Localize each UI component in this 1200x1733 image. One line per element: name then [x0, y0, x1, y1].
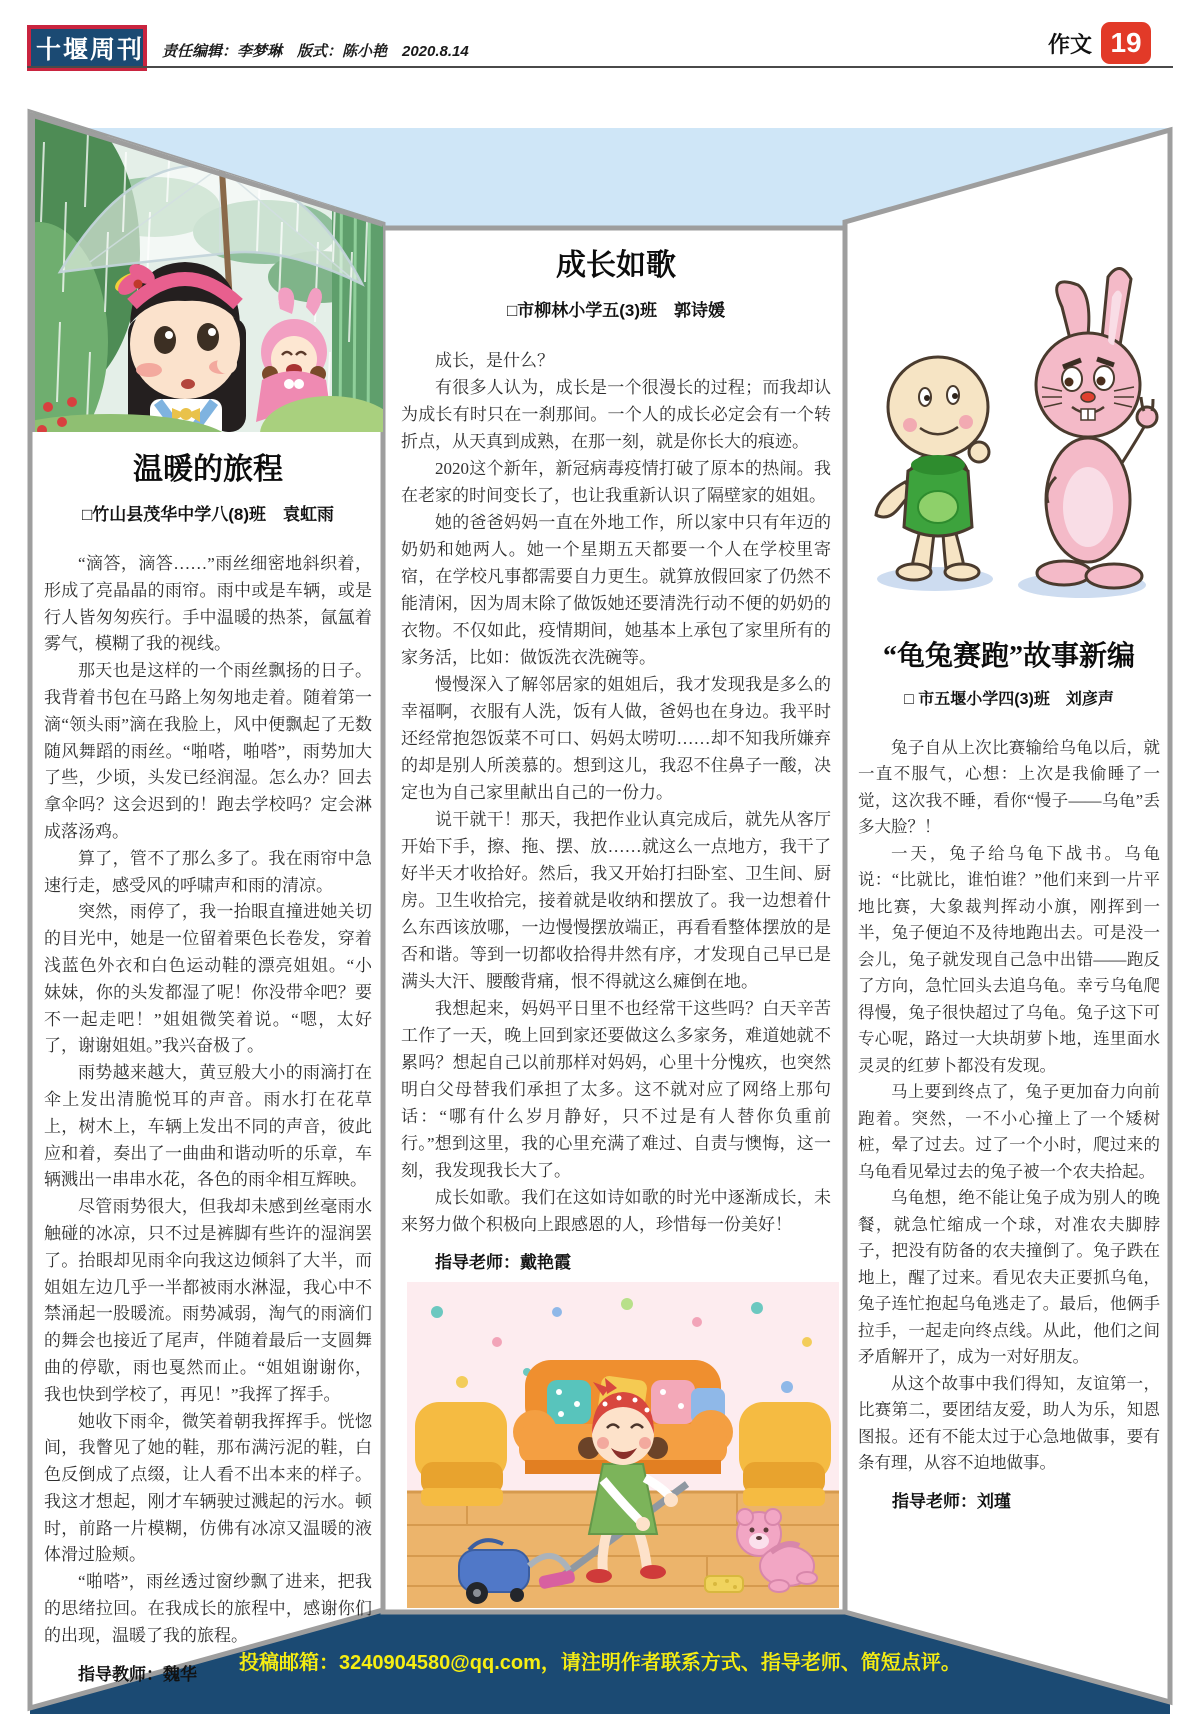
essay-paragraph: 成长，是什么？ [435, 351, 554, 370]
essay-paragraph: 我想起来，妈妈平日里不也经常干这些吗？白天辛苦工作了一天，晚上回到家还要做这么多家务，难道她就不累吗？想起自己以前那样对妈妈，心里十分愧疚，也突然明白父母替我们承担了太多。这不就对应了网络上那句话：“哪有什么岁月静好，只不过是有人替你负重前行。”想到这里，我的心里充满了难过、自责与懊悔，这一刻，我发现我长大了。 [401, 999, 831, 1180]
masthead-title: 十堰周刊 [36, 37, 145, 64]
article-byline: □市柳林小学五(3)班 郭诗媛 [506, 301, 726, 320]
essay-paragraph: 那天也是这样的一个雨丝飘扬的日子。我背着书包在马路上匆匆地走着。随着第一滴“领头雨”滴在我脸上，风中便飘起了无数随风舞蹈的雨丝。“啪嗒，啪嗒”，雨势加大了些，少顷，头发已经润湿。怎么办？回去拿伞吗？这会迟到的！跑去学校吗？定会淋成落汤鸡。 [44, 661, 372, 841]
article-byline: □竹山县茂华中学八(8)班 袁虹雨 [81, 505, 335, 524]
essay-paragraph: 乌龟想，绝不能让兔子成为别人的晚餐，就急忙缩成一个球，对准农夫脚脖子，把没有防备的农夫撞倒了。兔子跌在地上，醒了过来。看见农夫正要抓乌龟，兔子连忙抱起乌龟逃走了。最后，他俩手拉手，一起走向终点线。从此，他们之间矛盾解开了，成为一对好朋友。 [858, 1188, 1160, 1367]
page-number-badge: 19 [1101, 22, 1151, 64]
article-left [44, 452, 372, 1685]
essay-paragraph: 马上要到终点了，兔子更加奋力向前跑着。突然，一不小心撞上了一个矮树桩，晕了过去。过了一个小时，爬过来的乌龟看见晕过去的兔子被一个农夫拾起。 [858, 1082, 1160, 1181]
essay-paragraph: 兔子自从上次比赛输给乌龟以后，就一直不服气，心想：上次是我偷睡了一觉，这次我不睡，看你“慢子——乌龟”丢多大脸？！ [858, 737, 1160, 837]
essay-paragraph: 算了，管不了那么多了。我在雨帘中急速行走，感受风的呼啸声和雨的清凉。 [44, 848, 372, 895]
essay-paragraph: 有很多人认为，成长是一个很漫长的过程；而我却认为成长有时只在一刹那间。一个人的成长必定会有一个转折点，从天真到成熟，在那一刻，就是你长大的痕迹。 [401, 378, 831, 451]
article-byline: □ 市五堰小学四(3)班 刘彦声 [904, 690, 1114, 708]
essay-paragraph: 慢慢深入了解邻居家的姐姐后，我才发现我是多么的幸福啊，衣服有人洗，饭有人做，爸妈也在身边。我平时还经常抱怨饭菜不可口、妈妈太唠叨……却不知我所嫌弃的却是别人所羡慕的。想到这儿，我忍不住鼻子一酸，决定也为自己家里献出自己的一份力。 [401, 675, 831, 802]
article-right [858, 640, 1160, 1512]
essay-paragraph: 2020这个新年，新冠病毒疫情打破了原本的热闹。我在老家的时间变长了，也让我重新认识了隔壁家的姐姐。 [401, 459, 831, 505]
tortoise-rabbit-image [850, 245, 1166, 605]
article-body [401, 347, 831, 1238]
essay-paragraph: 她收下雨伞，微笑着朝我挥挥手。恍惚间，我瞥见了她的鞋，那布满污泥的鞋，白色反倒成了点缀，让人看不出本来的样子。我这才想起，刚才车辆驶过溅起的污水。顿时，前路一片模糊，仿佛有冰凉又温暖的液体滑过脸颊。 [44, 1411, 372, 1565]
article-teacher: 指导老师：刘瑾 [892, 1491, 1011, 1511]
essay-paragraph: 雨势越来越大，黄豆般大小的雨滴打在伞上发出清脆悦耳的声音。雨水打在花草上，树木上，车辆上发出不同的声音，彼此应和着，奏出了一曲曲和谐动听的乐章，车辆溅出一串串水花，各色的雨伞相互辉映。 [44, 1063, 372, 1190]
tortoise-rabbit-illustration [850, 245, 1166, 605]
essay-paragraph: 说干就干！那天，我把作业认真完成后，就先从客厅开始下手，擦、拖、摆、放……就这么一点地方，我干了好半天才收拾好。然后，我又开始打扫卧室、卫生间、厨房。卫生收拾完，接着就是收纳和摆放了。我一边想着什么东西该放哪，一边慢慢摆放端正，再看看整体摆放的是否和谐。等到一切都收拾得井然有序，才发现自己早已是满头大汗、腰酸背痛，恨不得就这么瘫倒在地。 [401, 810, 831, 991]
article-middle [401, 248, 831, 1273]
essay-paragraph: 她的爸爸妈妈一直在外地工作，所以家中只有年迈的奶奶和她两人。她一个星期五天都要一个人在学校里寄宿，在学校凡事都需要自力更生。就算放假回家了仍然不能清闲，因为周末除了做饭她还要清洗行动不便的奶奶的衣物。不仅如此，疫情期间，她基本上承包了家里所有的家务活，比如：做饭洗衣洗碗等。 [401, 513, 831, 667]
article-teacher: 指导教师：魏华 [78, 1664, 197, 1684]
essay-paragraph: “滴答，滴答……”雨丝细密地斜织着，形成了亮晶晶的雨帘。雨中或是车辆，或是行人皆匆匆疾行。手中温暖的热茶，氤氲着雾气，模糊了我的视线。 [44, 554, 372, 654]
essay-paragraph: 成长如歌。我们在这如诗如歌的时光中逐渐成长，未来努力做个积极向上跟感恩的人，珍惜每一份美好！ [401, 1188, 831, 1234]
article-title: 成长如歌 [556, 249, 676, 282]
article-title: 温暖的旅程 [133, 453, 283, 486]
girl-vacuuming-image [407, 1282, 839, 1608]
edition-line: 责任编辑：李梦琳 版式：陈小艳 2020.8.14 [162, 43, 469, 60]
section-label: 作文 [1048, 31, 1093, 57]
essay-paragraph: “啪嗒”，雨丝透过窗纱飘了进来，把我的思绪拉回。在我成长的旅程中，感谢你们的出现，温暖了我的旅程。 [44, 1572, 372, 1645]
vacuuming-illustration [407, 1282, 839, 1608]
essay-paragraph: 从这个故事中我们得知，友谊第一，比赛第二，要团结友爱，助人为乐，知恩图报。还有不能太过于心急地做事，要有条有理，从容不迫地做事。 [858, 1373, 1160, 1473]
essay-paragraph: 尽管雨势很大，但我却未感到丝毫雨水触碰的冰凉，只不过是裤脚有些许的湿润罢了。抬眼却见雨伞向我这边倾斜了大半，而姐姐左边几乎一半都被雨水淋湿，我心中不禁涌起一股暖流。雨势减弱，淘气的雨滴们的舞会也接近了尾声，伴随着最后一支圆舞曲的停歇，雨也戛然而止。“姐姐谢谢你，我也快到学校了，再见！”我挥了挥手。 [44, 1197, 372, 1404]
article-title: “龟兔赛跑”故事新编 [882, 641, 1135, 672]
submission-notice: 投稿邮箱：3240904580@qq.com，请注明作者联系方式、指导老师、简短点评。 [239, 1652, 961, 1674]
essay-paragraph: 一天，兔子给乌龟下战书。乌龟说：“比就比，谁怕谁？”他们来到一片平地比赛，大象裁判挥动小旗，刚挥到一半，兔子便迫不及待地跑出去。可是没一会儿，兔子就发现自己急中出错——跑反了方向，急忙回头去追乌龟。幸亏乌龟爬得慢，兔子很快超过了乌龟。兔子这下可专心呢，路过一大块胡萝卜地，连里面水灵灵的红萝卜都没有发现。 [858, 843, 1160, 1075]
article-body [44, 551, 372, 1650]
header-rule [27, 66, 1173, 68]
essay-paragraph: 突然，雨停了，我一抬眼直撞进她关切的目光中，她是一位留着栗色长卷发，穿着浅蓝色外衣和白色运动鞋的漂亮姐姐。“小妹妹，你的头发都湿了呢！你没带伞吧？要不一起走吧！”姐姐微笑着说。“嗯，太好了，谢谢姐姐。”我兴奋极了。 [44, 902, 372, 1056]
masthead-logo [27, 25, 147, 71]
article-body [858, 735, 1160, 1477]
section-header [1048, 22, 1151, 64]
article-teacher: 指导老师：戴艳霞 [435, 1253, 571, 1272]
